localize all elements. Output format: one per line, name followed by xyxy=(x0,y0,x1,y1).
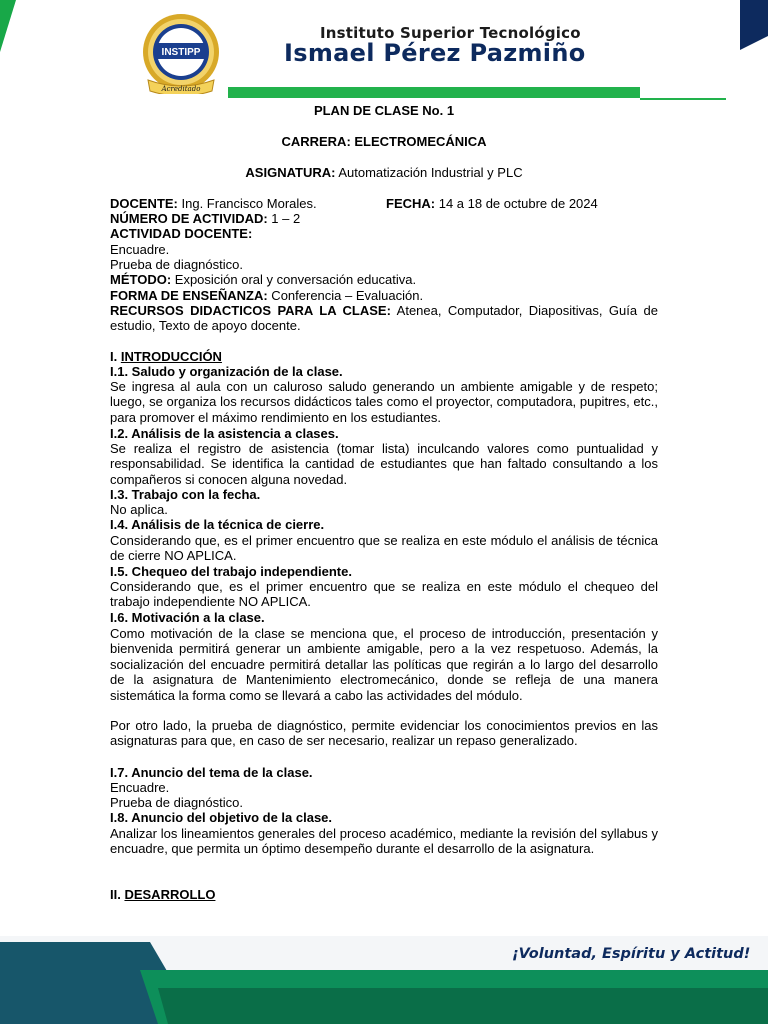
footer-graphic xyxy=(0,930,768,1024)
resources-value: Atenea, Computador, Diapositivas, Guía de estudio, Texto de apoyo docente. xyxy=(110,303,658,334)
subsection-title-6: I.6. Motivación a la clase. xyxy=(110,610,265,625)
section-title: DESARROLLO xyxy=(124,887,216,902)
teacher-date-line xyxy=(110,196,658,211)
subsection-title-2: I.2. Análisis de la asistencia a clases. xyxy=(110,426,339,441)
subsection-text-2: Se realiza el registro de asistencia (tomar lista) inculcando valores como puntualidad y responsabilidad. Se identifica la cantidad de estudiantes que han faltado consultando a los compañeros si conocen alguna novedad. xyxy=(110,441,658,487)
section-title: INTRODUCCIÓN xyxy=(120,349,222,364)
subsection-text-1: Se ingresa al aula con un caluroso saludo generando un ambiente amigable y de respeto; luego, se organiza los recursos didácticos tales como el proyector, computadora, pupitres, etc., para promover el máximo rendimiento en los estudiantes. xyxy=(110,379,658,425)
subject-label: ASIGNATURA: xyxy=(245,165,336,180)
subsection-title-8: I.8. Anuncio del objetivo de la clase. xyxy=(110,810,333,825)
teacher-label: DOCENTE: xyxy=(110,196,178,211)
section-heading-development xyxy=(110,887,658,902)
subsection-text-8: Analizar los lineamientos generales del proceso académico, mediante la revisión del syllabus y encuadre, que permita un óptimo desempeño durante el desarrollo de la asignatura. xyxy=(110,826,658,857)
header-green-bar xyxy=(228,87,640,98)
section-heading-intro xyxy=(110,349,658,364)
subsection-title-4: I.4. Análisis de la técnica de cierre. xyxy=(110,517,325,532)
institute-name-line2: Ismael Pérez Pazmiño xyxy=(284,39,586,67)
subject-value: Automatización Industrial y PLC xyxy=(335,165,523,180)
activity-number-label: NÚMERO DE ACTIVIDAD: xyxy=(110,211,268,226)
section-number: II. xyxy=(110,887,125,902)
activity-number-line xyxy=(110,211,658,226)
corner-green-triangle xyxy=(0,0,16,52)
logo-text: INSTIPP xyxy=(161,47,201,58)
teaching-form-label: FORMA DE ENSEÑANZA: xyxy=(110,288,268,303)
subsection-item-7a: Encuadre. xyxy=(110,780,170,795)
subsection-title-7: I.7. Anuncio del tema de la clase. xyxy=(110,765,313,780)
section-number: I. xyxy=(110,349,121,364)
institute-name-line1: Instituto Superior Tecnológico xyxy=(320,24,581,42)
institute-logo xyxy=(140,12,222,94)
subsection-text-5: Considerando que, es el primer encuentro que se realiza en este módulo el chequeo del trabajo independiente NO APLICA. xyxy=(110,579,658,610)
teaching-form-value: Conferencia – Evaluación. xyxy=(267,288,424,303)
activity-item: Encuadre. xyxy=(110,242,170,257)
header-thin-line xyxy=(640,98,726,100)
subsection-title-1: I.1. Saludo y organización de la clase. xyxy=(110,364,343,379)
footer-slogan: ¡Voluntad, Espíritu y Actitud! xyxy=(512,946,751,962)
activity-item: Prueba de diagnóstico. xyxy=(110,257,243,272)
activity-number-value: 1 – 2 xyxy=(267,211,301,226)
date-value: 14 a 18 de octubre de 2024 xyxy=(435,196,598,211)
teaching-form-line xyxy=(110,288,658,303)
corner-navy-ribbon xyxy=(740,0,768,36)
subject-line xyxy=(110,165,658,180)
activity-label: ACTIVIDAD DOCENTE: xyxy=(110,226,253,241)
resources-paragraph xyxy=(110,303,658,334)
resources-label: RECURSOS DIDACTICOS PARA LA CLASE: xyxy=(110,303,391,318)
subsection-text-6a: Como motivación de la clase se menciona que, el proceso de introducción, presentación y bienvenida permitirá generar un ambiente amigable, pero a la vez respetuoso. Además, la socialización del encuadre permitirá detallar las políticas que regirán a lo largo del desarrollo de la asignatura de Mantenimiento electromecánico, donde se refleja de una manera sistemática la forma como se llevará a cabo las actividades del módulo. xyxy=(110,626,658,703)
career-line: CARRERA: ELECTROMECÁNICA xyxy=(281,134,487,149)
subsection-text-6b: Por otro lado, la prueba de diagnóstico, permite evidenciar los conocimientos previos en las asignaturas para que, en caso de ser necesario, realizar un repaso generalizado. xyxy=(110,718,658,749)
document-title: PLAN DE CLASE No. 1 xyxy=(313,103,455,118)
subsection-item-7b: Prueba de diagnóstico. xyxy=(110,795,243,810)
teacher-value: Ing. Francisco Morales. xyxy=(177,196,317,211)
method-line xyxy=(110,272,658,287)
subsection-text-3: No aplica. xyxy=(110,502,168,517)
subsection-title-3: I.3. Trabajo con la fecha. xyxy=(110,487,261,502)
date-label: FECHA: xyxy=(386,196,436,211)
subsection-text-4: Considerando que, es el primer encuentro que se realiza en este módulo el análisis de técnica de cierre NO APLICA. xyxy=(110,533,658,564)
logo-ribbon-text: Acreditado xyxy=(161,85,201,93)
method-label: MÉTODO: xyxy=(110,272,172,287)
method-value: Exposición oral y conversación educativa. xyxy=(171,272,417,287)
subsection-title-5: I.5. Chequeo del trabajo independiente. xyxy=(110,564,352,579)
